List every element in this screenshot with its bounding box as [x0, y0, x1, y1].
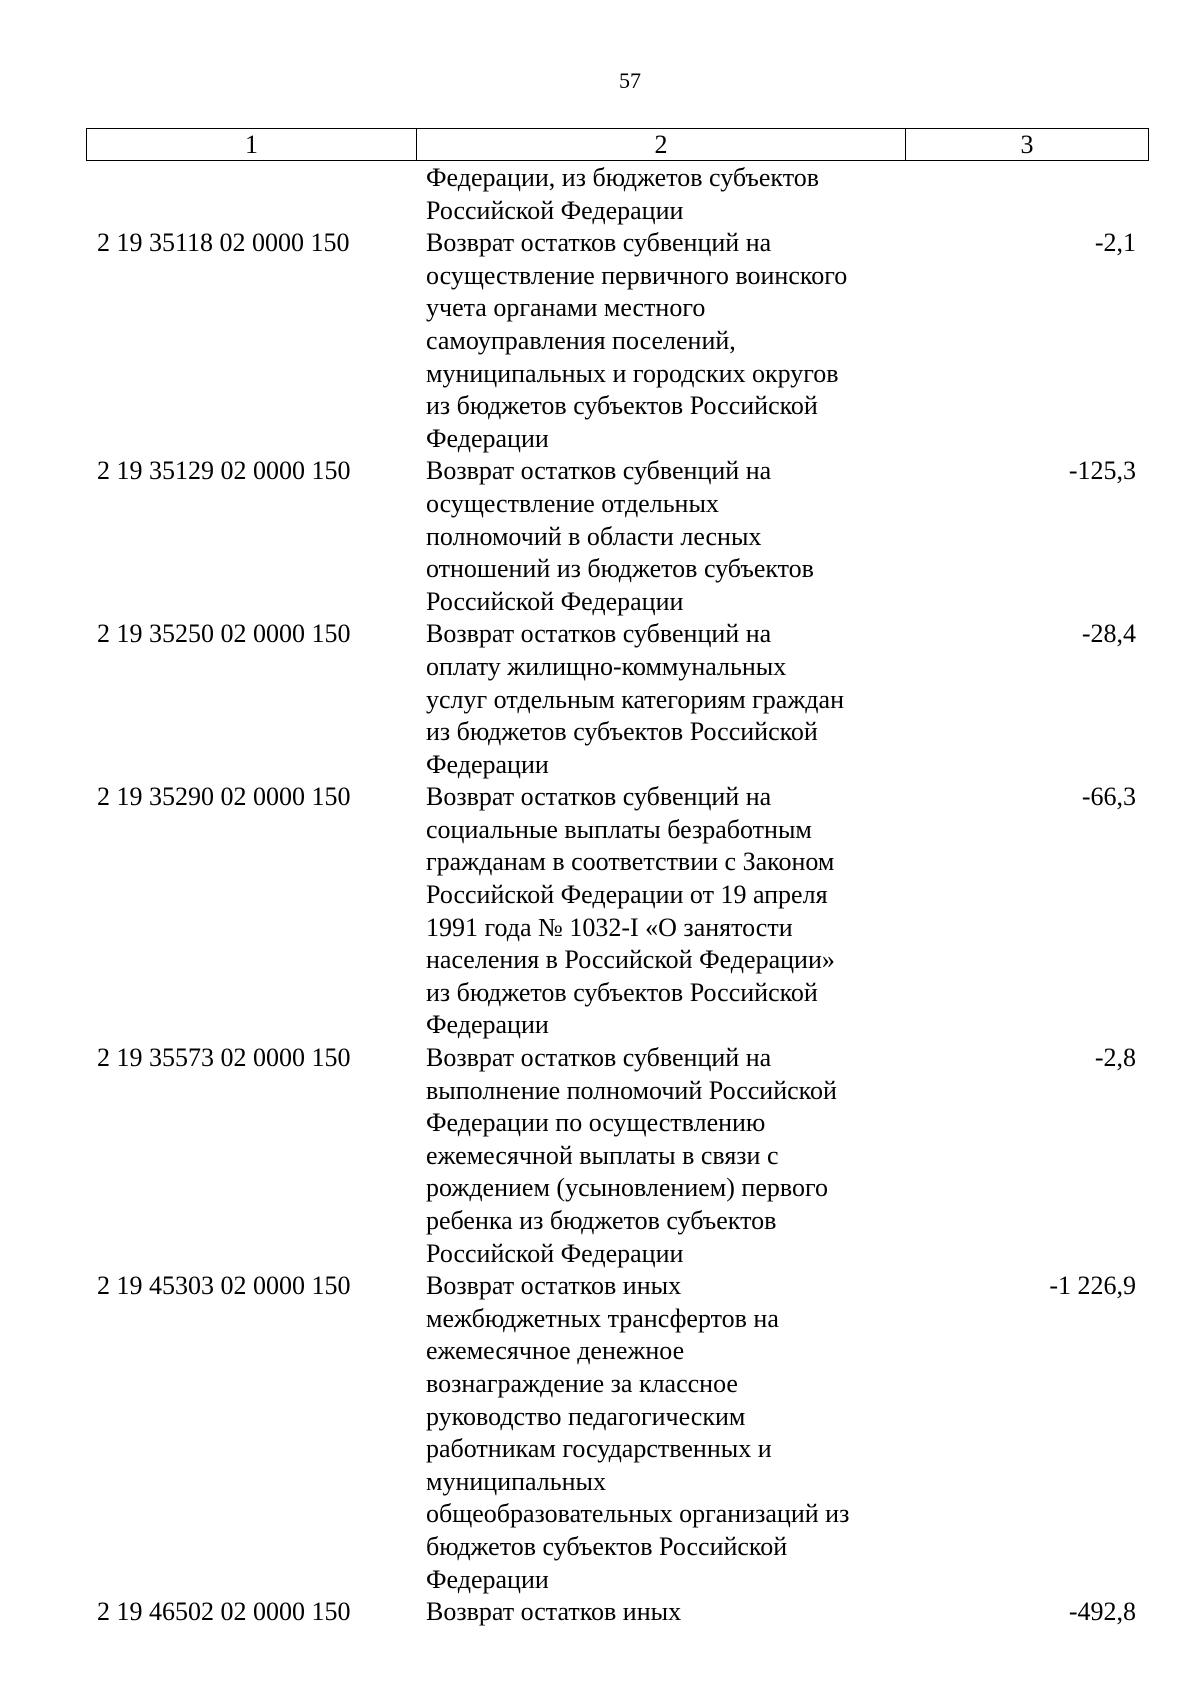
- column-header-3: 3: [1020, 130, 1034, 159]
- description-line: Российской Федерации от 19 апреля: [426, 880, 828, 910]
- table-row: [0, 1270, 1200, 1596]
- row-description: [426, 618, 896, 781]
- description-line: осуществление отдельных: [426, 488, 719, 518]
- row-description: [426, 1596, 896, 1629]
- table-row: [0, 1042, 1200, 1270]
- description-line: полномочий в области лесных: [426, 521, 762, 551]
- row-description: [426, 227, 896, 455]
- description-line: Федерации: [426, 1564, 549, 1594]
- budget-code: 2 19 45303 02 0000 150: [97, 1271, 351, 1301]
- table-body: [0, 162, 1200, 1629]
- description-line: оплату жилищно-коммунальных: [426, 651, 787, 681]
- description-line: муниципальных: [426, 1466, 607, 1496]
- description-line: работникам государственных и: [426, 1434, 772, 1464]
- description-line: ребенка из бюджетов субъектов: [426, 1206, 777, 1235]
- description-line: рождением (усыновлением) первого: [426, 1173, 828, 1203]
- table-row: [0, 781, 1200, 1042]
- description-line: гражданам в соответствии с Законом: [426, 847, 835, 877]
- table-row: [0, 1596, 1200, 1629]
- description-line: Федерации: [426, 1010, 549, 1040]
- description-line: из бюджетов субъектов Российской: [426, 391, 818, 421]
- description-line: Федерации: [426, 423, 549, 453]
- rows-container: [0, 227, 1200, 1629]
- amount-value: -125,3: [1068, 456, 1136, 486]
- description-line: муниципальных и городских округов: [426, 358, 839, 388]
- column-header-2: 2: [417, 129, 906, 160]
- description-line: Российской Федерации: [426, 586, 684, 616]
- description-line: вознаграждение за классное: [426, 1368, 738, 1398]
- description-line: Федерации: [426, 749, 549, 779]
- amount-value: -28,4: [1081, 619, 1136, 649]
- budget-code: 2 19 35118 02 0000 150: [97, 228, 350, 258]
- description-line: 1991 года № 1032-I «О занятости: [426, 912, 793, 942]
- description-line: ежемесячное денежное: [426, 1336, 685, 1366]
- description-line: Российской Федерации: [426, 1238, 684, 1268]
- description-line: социальные выплаты безработным: [426, 814, 812, 844]
- budget-code: 2 19 35129 02 0000 150: [97, 456, 351, 486]
- description-line: Возврат остатков субвенций на: [426, 1043, 772, 1073]
- description-line: Российской Федерации: [426, 195, 684, 225]
- description-line: выполнение полномочий Российской: [426, 1075, 837, 1105]
- description-line: Возврат остатков субвенций на: [426, 782, 772, 812]
- column-header-1: 1: [87, 129, 417, 160]
- table-row: [0, 227, 1200, 455]
- description-line: руководство педагогическим: [426, 1401, 746, 1431]
- description-line: Федерации по осуществлению: [426, 1108, 766, 1138]
- budget-code: 2 19 35250 02 0000 150: [97, 619, 351, 649]
- row-description: [426, 1270, 896, 1596]
- description-line: Возврат остатков субвенций на: [426, 619, 772, 649]
- description-line: самоуправления поселений,: [426, 325, 736, 355]
- description-line: из бюджетов субъектов Российской: [426, 977, 818, 1007]
- budget-code: 2 19 46502 02 0000 150: [97, 1597, 351, 1627]
- description-line: отношений из бюджетов субъектов: [426, 554, 814, 584]
- description-line: услуг отдельным категориям граждан: [426, 684, 844, 714]
- table-row: [0, 455, 1200, 618]
- description-line: из бюджетов субъектов Российской: [426, 717, 818, 747]
- description-line: учета органами местного: [426, 293, 706, 323]
- amount-value: -66,3: [1081, 782, 1136, 812]
- table-header: [86, 128, 1149, 161]
- page-number: 57: [619, 68, 641, 93]
- table-row: [0, 618, 1200, 781]
- description-line: Возврат остатков иных: [426, 1597, 682, 1627]
- description-line: межбюджетных трансфертов на: [426, 1303, 779, 1333]
- description-line: ежемесячной выплаты в связи с: [426, 1140, 779, 1170]
- description-line: общеобразовательных организаций из: [426, 1499, 850, 1529]
- continuation-description: [426, 162, 896, 227]
- description-line: Возврат остатков субвенций на: [426, 228, 772, 258]
- continuation-row: [0, 162, 1200, 227]
- description-line: бюджетов субъектов Российской: [426, 1531, 788, 1561]
- amount-value: -492,8: [1068, 1597, 1136, 1627]
- row-description: [426, 455, 896, 618]
- amount-value: -1 226,9: [1049, 1271, 1136, 1301]
- row-description: [426, 781, 896, 1042]
- description-line: населения в Российской Федерации»: [426, 945, 835, 975]
- amount-value: -2,8: [1094, 1043, 1136, 1073]
- budget-code: 2 19 35290 02 0000 150: [97, 782, 351, 812]
- description-line: Федерации, из бюджетов субъектов: [426, 163, 819, 192]
- budget-code: 2 19 35573 02 0000 150: [97, 1043, 351, 1073]
- description-line: Возврат остатков субвенций на: [426, 456, 772, 486]
- amount-value: -2,1: [1094, 228, 1136, 258]
- description-line: Возврат остатков иных: [426, 1271, 682, 1301]
- row-description: [426, 1042, 896, 1270]
- description-line: осуществление первичного воинского: [426, 260, 848, 290]
